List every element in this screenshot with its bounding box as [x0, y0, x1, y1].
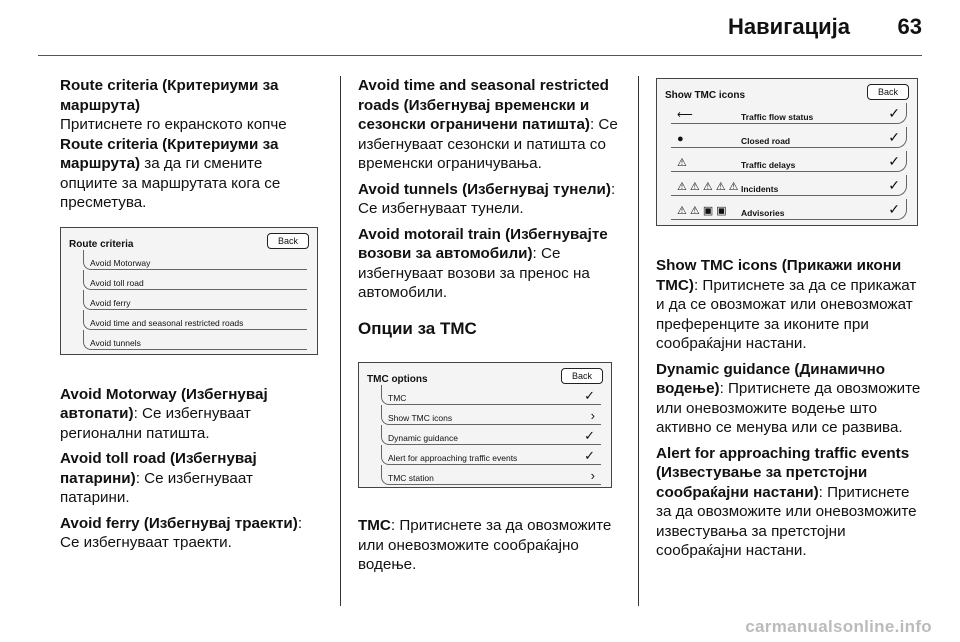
alert-desc: : Притиснете за да овозможите или оневозможите известувања за претстојни сообраќајни настани.: [656, 483, 917, 559]
motorail-desc: : Се избегнуваат возови за пренос на автомобили.: [358, 245, 590, 301]
traffic-delay-icon: ⚠: [677, 157, 687, 169]
dynamic-term: Dynamic guidance (Динамично водење): [656, 360, 886, 397]
screen-title: Route criteria: [69, 238, 134, 250]
motorway-term: Avoid Motorway (Избегнувај автопати): [60, 385, 268, 422]
toll-term: Avoid toll road (Избегнувај патарини): [60, 450, 257, 487]
ferry-term: Avoid ferry (Избегнувај траекти): [60, 514, 298, 532]
list-item[interactable]: TMC station ›: [381, 465, 601, 485]
motorway-desc: : Се избегнуваат регионални патишта.: [60, 405, 251, 442]
list-item[interactable]: Avoid toll road: [83, 270, 307, 290]
tmc-options-heading: Опции за TMC: [358, 318, 477, 338]
checkmark-icon: ✓: [584, 448, 595, 463]
list-item[interactable]: Avoid tunnels: [83, 330, 307, 350]
tmc-desc: : Притиснете за да овозможите или оневозможите сообраќајно водење.: [358, 517, 612, 573]
checkmark-icon: ✓: [888, 105, 900, 121]
motorail-term: Avoid motorail train (Избегнувајте возови за автомобили): [358, 225, 608, 262]
list-item[interactable]: TMC ✓: [381, 385, 601, 405]
alert-term: Alert for approaching traffic events (Известување за претстојни сообраќајни настани): [656, 444, 910, 501]
list-item[interactable]: Dynamic guidance ✓: [381, 425, 601, 445]
list-item[interactable]: ⚠ ⚠ ⚠ ⚠ ⚠ Incidents ✓: [671, 175, 907, 196]
chevron-right-icon: ›: [590, 468, 595, 483]
column-2: [358, 76, 623, 581]
section-title: Навигација: [728, 14, 850, 39]
route-criteria-bold: Route criteria (Критериуми за маршрута): [60, 135, 279, 172]
column-divider: [340, 76, 341, 606]
list-item[interactable]: ⚠ Traffic delays ✓: [671, 151, 907, 172]
column-divider: [638, 76, 639, 606]
show-tmc-icons-screen: [656, 78, 918, 226]
checkmark-icon: ✓: [888, 153, 900, 169]
page-number: 63: [897, 14, 922, 39]
back-button[interactable]: Back: [867, 84, 909, 100]
seasonal-desc: : Се избегнуваат сезонски и патишта со временски ограничувања.: [358, 116, 618, 172]
advisory-icon: ⚠ ⚠ ▣ ▣: [677, 205, 727, 217]
back-button[interactable]: Back: [267, 233, 309, 249]
list-item[interactable]: ● Closed road ✓: [671, 127, 907, 148]
checkmark-icon: ✓: [888, 129, 900, 145]
tmc-options-screen: [358, 362, 612, 488]
route-criteria-text-a: Притиснете го екранското копче: [60, 116, 287, 133]
tmc-term: TMC: [358, 517, 391, 534]
traffic-flow-icon: ⟵: [677, 109, 693, 121]
route-criteria-text-b: за да ги смените опциите за маршрутата кога се пресметува.: [60, 155, 281, 211]
back-button[interactable]: Back: [561, 368, 603, 384]
screen-title: Show TMC icons: [665, 90, 745, 101]
tunnels-desc: : Се избегнуваат тунели.: [358, 180, 616, 217]
route-criteria-screen: [60, 227, 318, 355]
column-1: [60, 76, 322, 559]
page-header: [0, 0, 960, 58]
watermark: carmanualsonline.info: [745, 617, 932, 636]
checkmark-icon: ✓: [584, 428, 595, 443]
list-item[interactable]: Avoid Motorway: [83, 250, 307, 270]
dynamic-desc: : Притиснете да овозможите или оневозможите водење што активно се менува или се развива.: [656, 380, 921, 436]
incident-icon: ⚠ ⚠ ⚠ ⚠ ⚠: [677, 181, 739, 193]
tunnels-term: Avoid tunnels (Избегнувај тунели): [358, 180, 611, 198]
toll-desc: : Се избегнуваат патарини.: [60, 469, 253, 506]
list-item[interactable]: Alert for approaching traffic events ✓: [381, 445, 601, 465]
list-item[interactable]: Avoid ferry: [83, 290, 307, 310]
show-icons-desc: : Притиснете за да се прикажат и да се овозможат или оневозможат преференците за иконите при сообраќајни настани.: [656, 276, 917, 352]
ferry-desc: : Се избегнуваат траекти.: [60, 514, 303, 551]
checkmark-icon: ✓: [888, 177, 900, 193]
checkmark-icon: ✓: [584, 388, 595, 403]
route-criteria-heading: Route criteria (Критериуми за маршрута): [60, 77, 279, 114]
header-divider: [38, 55, 922, 56]
checkmark-icon: ✓: [888, 201, 900, 217]
closed-road-icon: ●: [677, 133, 684, 145]
screen-title: TMC options: [367, 374, 428, 385]
chevron-right-icon: ›: [590, 408, 595, 423]
list-item[interactable]: Avoid time and seasonal restricted roads: [83, 310, 307, 330]
list-item[interactable]: ⟵ Traffic flow status ✓: [671, 103, 907, 124]
seasonal-term: Avoid time and seasonal restricted roads (Избегнувај временски и сезонски ограничени патишта): [358, 77, 609, 133]
list-item[interactable]: ⚠ ⚠ ▣ ▣ Advisories ✓: [671, 199, 907, 220]
list-item[interactable]: Show TMC icons ›: [381, 405, 601, 425]
column-3: [656, 76, 921, 567]
show-icons-term: Show TMC icons (Прикажи икони TMC): [656, 257, 902, 294]
